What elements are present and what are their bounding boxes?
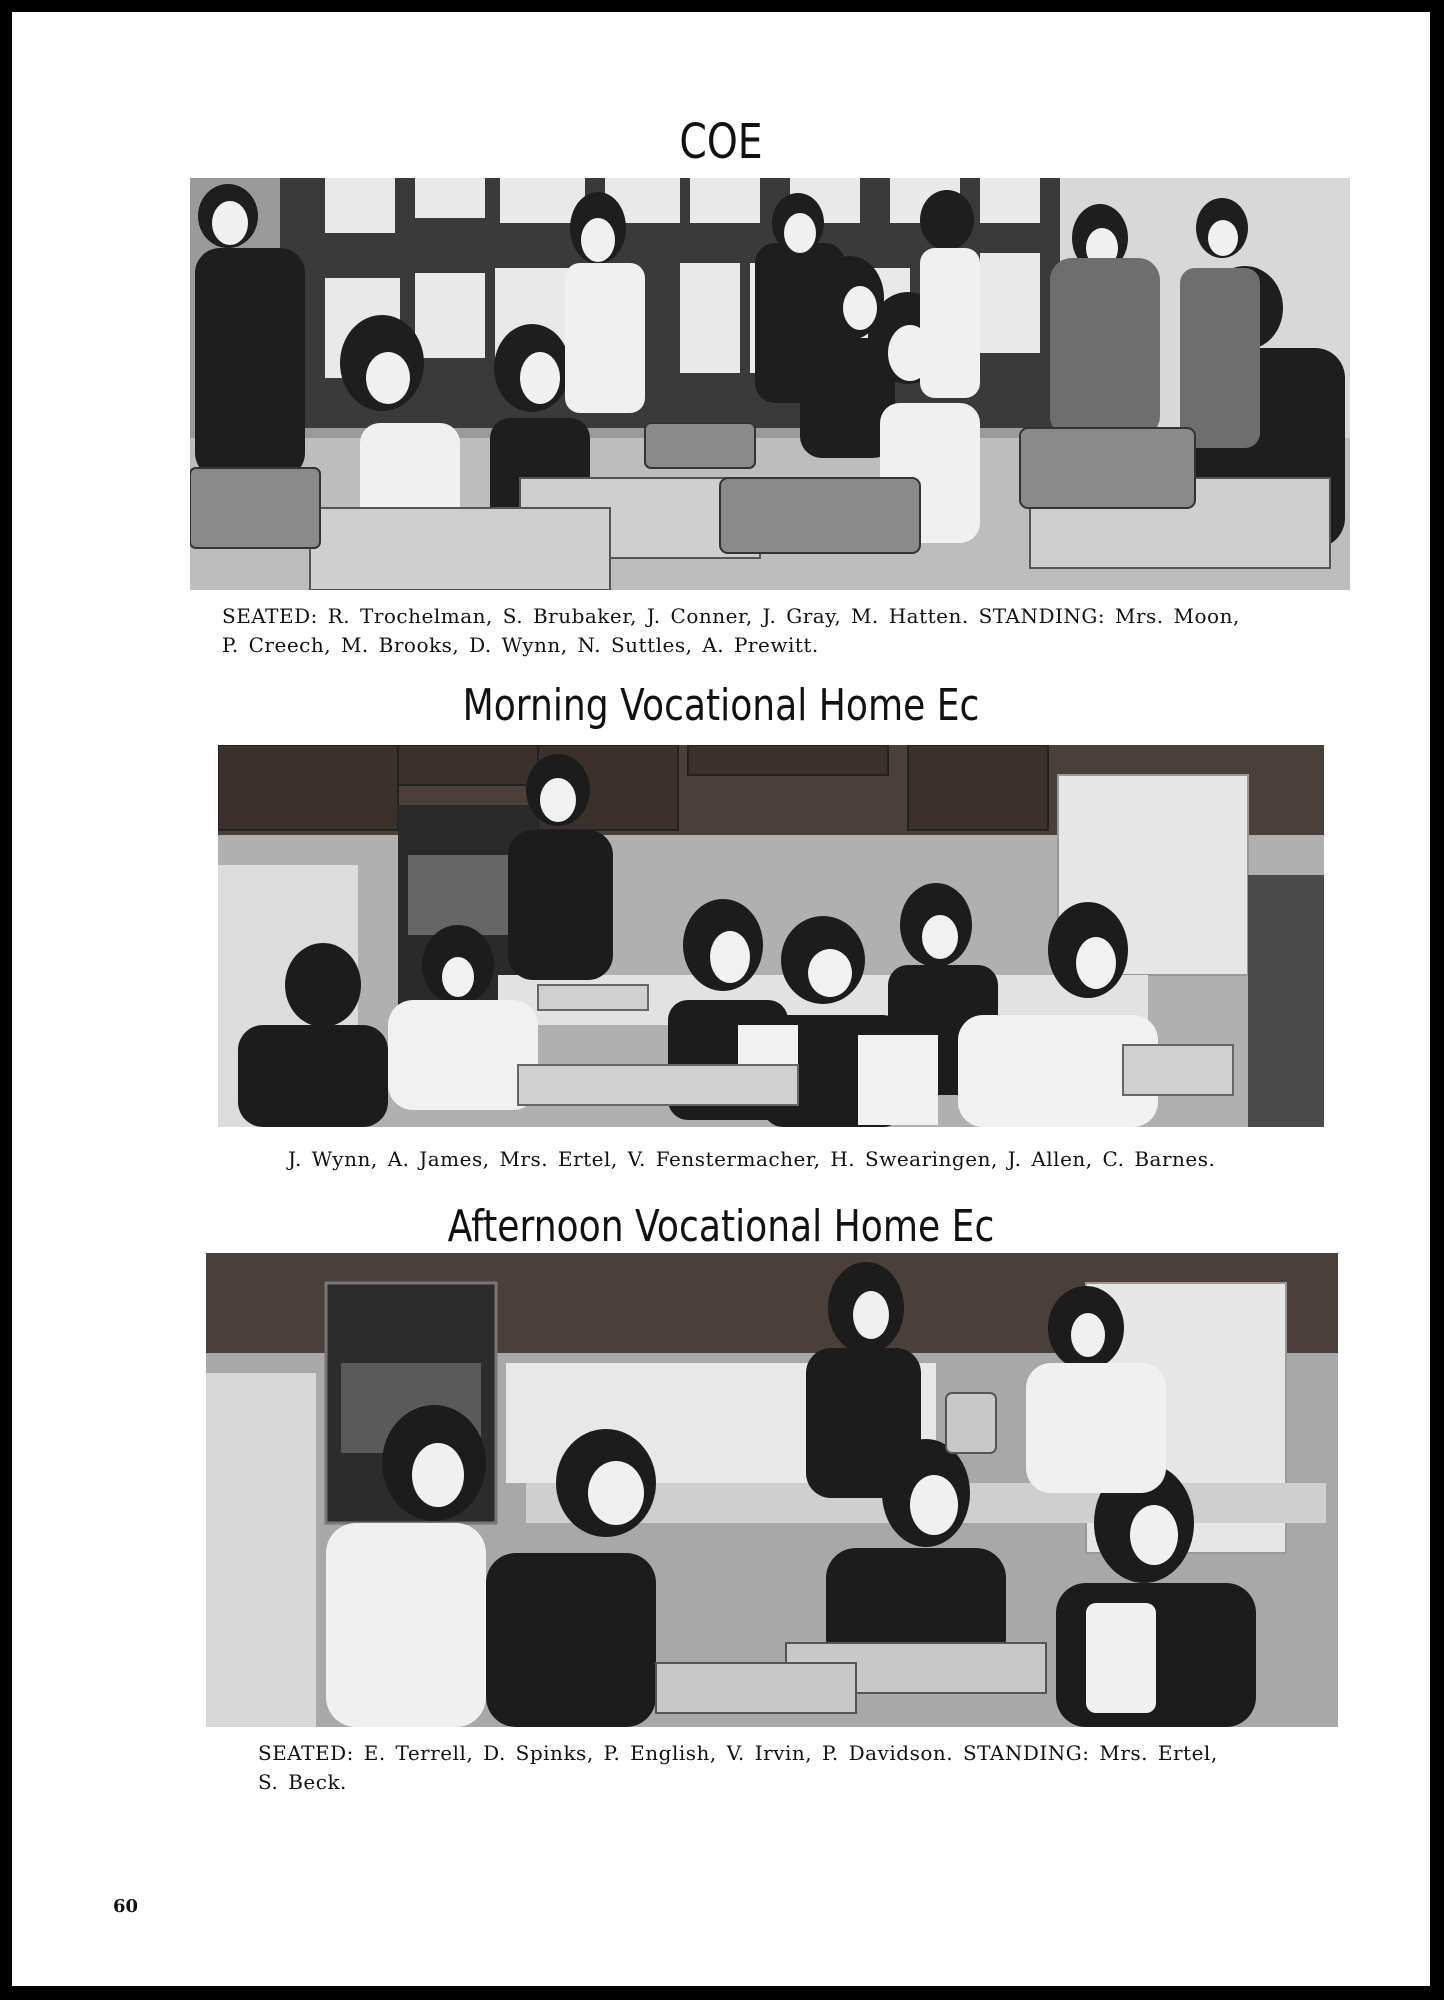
section-title-morning-home-ec: Morning Vocational Home Ec	[462, 680, 980, 731]
coe-class-photo	[190, 178, 1350, 590]
afternoon-home-ec-caption	[258, 1739, 1348, 1797]
morning-home-ec-caption	[288, 1145, 1348, 1174]
caption-line: SEATED: E. Terrell, D. Spinks, P. English, V. Irvin, P. Davidson. STANDING: Mrs. Ertel,	[258, 1741, 1218, 1765]
yearbook-page	[12, 12, 1430, 1986]
morning-home-ec-photo	[218, 745, 1324, 1127]
page-number: 60	[113, 1896, 139, 1917]
afternoon-home-ec-photo	[206, 1253, 1338, 1727]
coe-caption	[222, 602, 1352, 660]
section-title-afternoon-home-ec: Afternoon Vocational Home Ec	[447, 1201, 995, 1252]
caption-line: SEATED: R. Trochelman, S. Brubaker, J. Conner, J. Gray, M. Hatten. STANDING: Mrs. Moon,	[222, 604, 1240, 628]
caption-line: S. Beck.	[258, 1770, 347, 1794]
caption-line: J. Wynn, A. James, Mrs. Ertel, V. Fenstermacher, H. Swearingen, J. Allen, C. Barnes.	[288, 1147, 1216, 1171]
caption-line: P. Creech, M. Brooks, D. Wynn, N. Suttles, A. Prewitt.	[222, 633, 819, 657]
section-title-coe: COE	[679, 114, 763, 170]
